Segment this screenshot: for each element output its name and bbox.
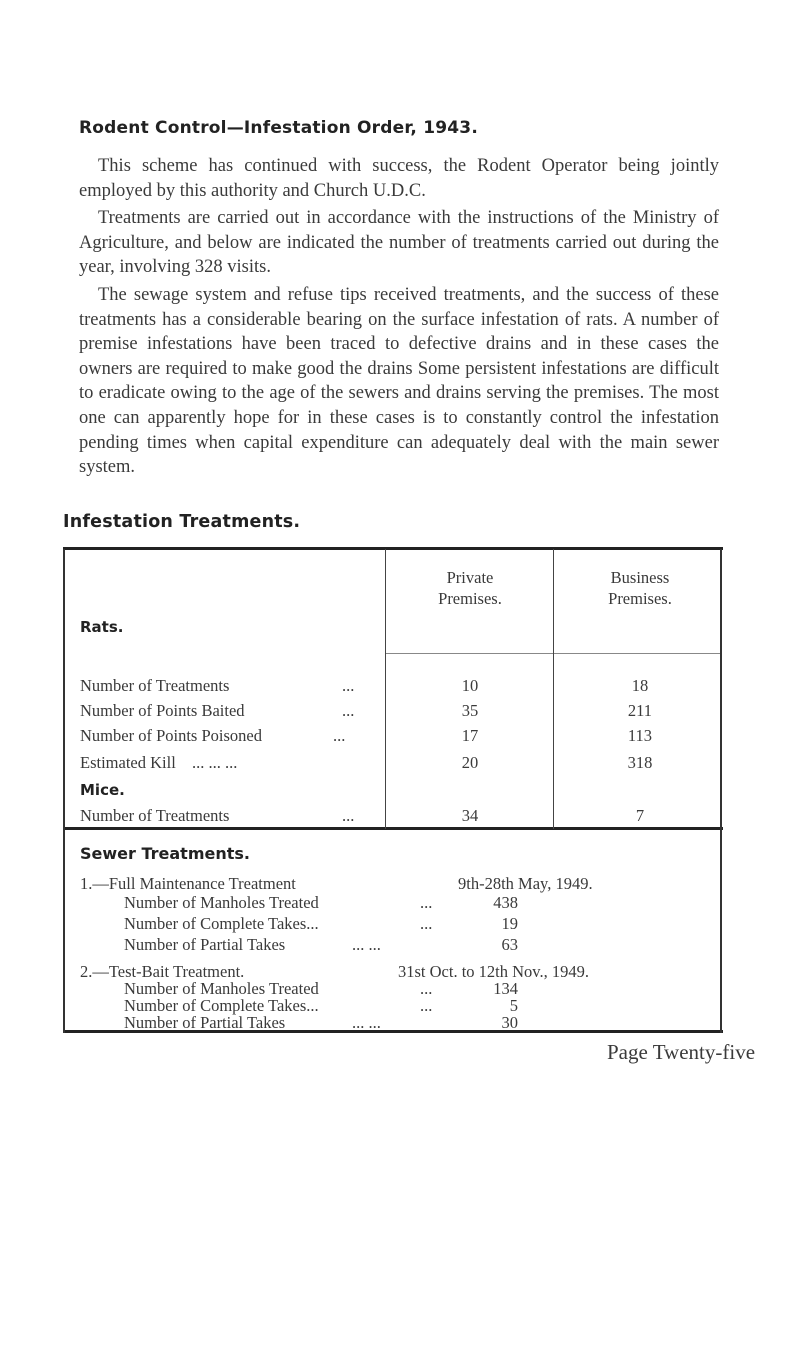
sewer-row-value: 438 xyxy=(493,893,518,912)
row-label: Estimated Kill xyxy=(80,753,176,772)
table-right-rule xyxy=(720,549,722,1033)
cell-private: 35 xyxy=(461,701,479,720)
row-label: Number of Points Poisoned xyxy=(80,726,262,745)
header-business-line2: Premises. xyxy=(608,589,672,608)
table-left-rule xyxy=(63,549,65,1033)
mice-label: Mice. xyxy=(80,781,125,799)
cell-business: 318 xyxy=(627,753,653,772)
test-treatment-date: 31st Oct. to 12th Nov., 1949. xyxy=(398,962,589,981)
paragraph-sewage: The sewage system and refuse tips received treatments, and the success of these treatments has a considerable bearing on the surface infestation of rats. A number of premise infestations have been traced to defective drains and in these cases the owners are required to make good the drains Some persistent infestations are difficult to eradicate owing to the age of the sewers and drains serving the premises. The most one can apparently hope for in these cases is to constantly control the infestation pending times when capital expenditure can adequately deal with the main sewer system. xyxy=(79,285,719,478)
sewer-row-leader: ... xyxy=(420,979,433,998)
row-leader: ... xyxy=(342,701,355,720)
sewer-row-leader: ... xyxy=(420,893,433,912)
paragraph-treatments: Treatments are carried out in accordance with the instructions of the Ministry of Agriculture, and below are indicated the number of treatments carried out during the year, involving 328 visits. xyxy=(79,208,719,278)
table-top-rule xyxy=(63,547,723,550)
sewer-row-value: 30 xyxy=(501,1013,518,1032)
column-rule-1 xyxy=(385,549,386,829)
sewer-row-label: Number of Partial Takes xyxy=(124,935,286,954)
paragraph-intro: This scheme has continued with success, the Rodent Operator being jointly employed by this authority and Church U.D.C. xyxy=(79,156,719,201)
sewer-row-label: Number of Complete Takes... xyxy=(124,914,319,933)
sewer-row-label: Number of Complete Takes... xyxy=(124,996,319,1015)
header-private-line2: Premises. xyxy=(438,589,502,608)
row-leader: ... xyxy=(333,726,346,745)
cell-private: 34 xyxy=(461,806,479,825)
cell-private: 20 xyxy=(461,753,479,772)
row-label: Number of Points Baited xyxy=(80,701,245,720)
row-leader: ... ... ... xyxy=(192,753,238,772)
full-treatment-label: 1.—Full Maintenance Treatment xyxy=(80,874,296,893)
test-treatment-label: 2.—Test-Bait Treatment. xyxy=(80,962,245,981)
table-divider-rule xyxy=(63,827,723,830)
sewer-row-value: 63 xyxy=(501,935,518,954)
row-label: Number of Treatments xyxy=(80,676,230,695)
column-rule-2 xyxy=(553,549,554,829)
sewer-row-label: Number of Manholes Treated xyxy=(124,893,319,912)
sewer-row-value: 134 xyxy=(493,979,518,998)
rats-label: Rats. xyxy=(80,618,124,636)
sewer-row-leader: ... xyxy=(420,914,433,933)
cell-business: 113 xyxy=(627,726,653,745)
sewer-row-value: 5 xyxy=(509,996,518,1015)
header-private-line1: Private xyxy=(446,568,494,587)
cell-private: 17 xyxy=(461,726,479,745)
sewer-row-label: Number of Manholes Treated xyxy=(124,979,319,998)
row-leader: ... xyxy=(342,676,355,695)
page-footer: Page Twenty-five xyxy=(607,1040,756,1064)
sewer-row-leader: ... xyxy=(420,996,433,1015)
sewer-row-label: Number of Partial Takes xyxy=(124,1013,286,1032)
cell-business: 7 xyxy=(635,806,645,825)
page-title: Rodent Control—Infestation Order, 1943. xyxy=(79,118,478,138)
sewer-row-value: 19 xyxy=(501,914,518,933)
header-business-line1: Business xyxy=(610,568,670,587)
cell-business: 18 xyxy=(631,676,649,695)
full-treatment-date: 9th-28th May, 1949. xyxy=(458,874,593,893)
sewer-row-leader: ... ... xyxy=(352,1013,381,1032)
cell-private: 10 xyxy=(461,676,479,695)
sewer-row-leader: ... ... xyxy=(352,935,381,954)
cell-business: 211 xyxy=(627,701,653,720)
sewer-title: Sewer Treatments. xyxy=(80,844,250,863)
row-label: Number of Treatments xyxy=(80,806,230,825)
table-title: Infestation Treatments. xyxy=(63,512,301,532)
row-leader: ... xyxy=(342,806,355,825)
